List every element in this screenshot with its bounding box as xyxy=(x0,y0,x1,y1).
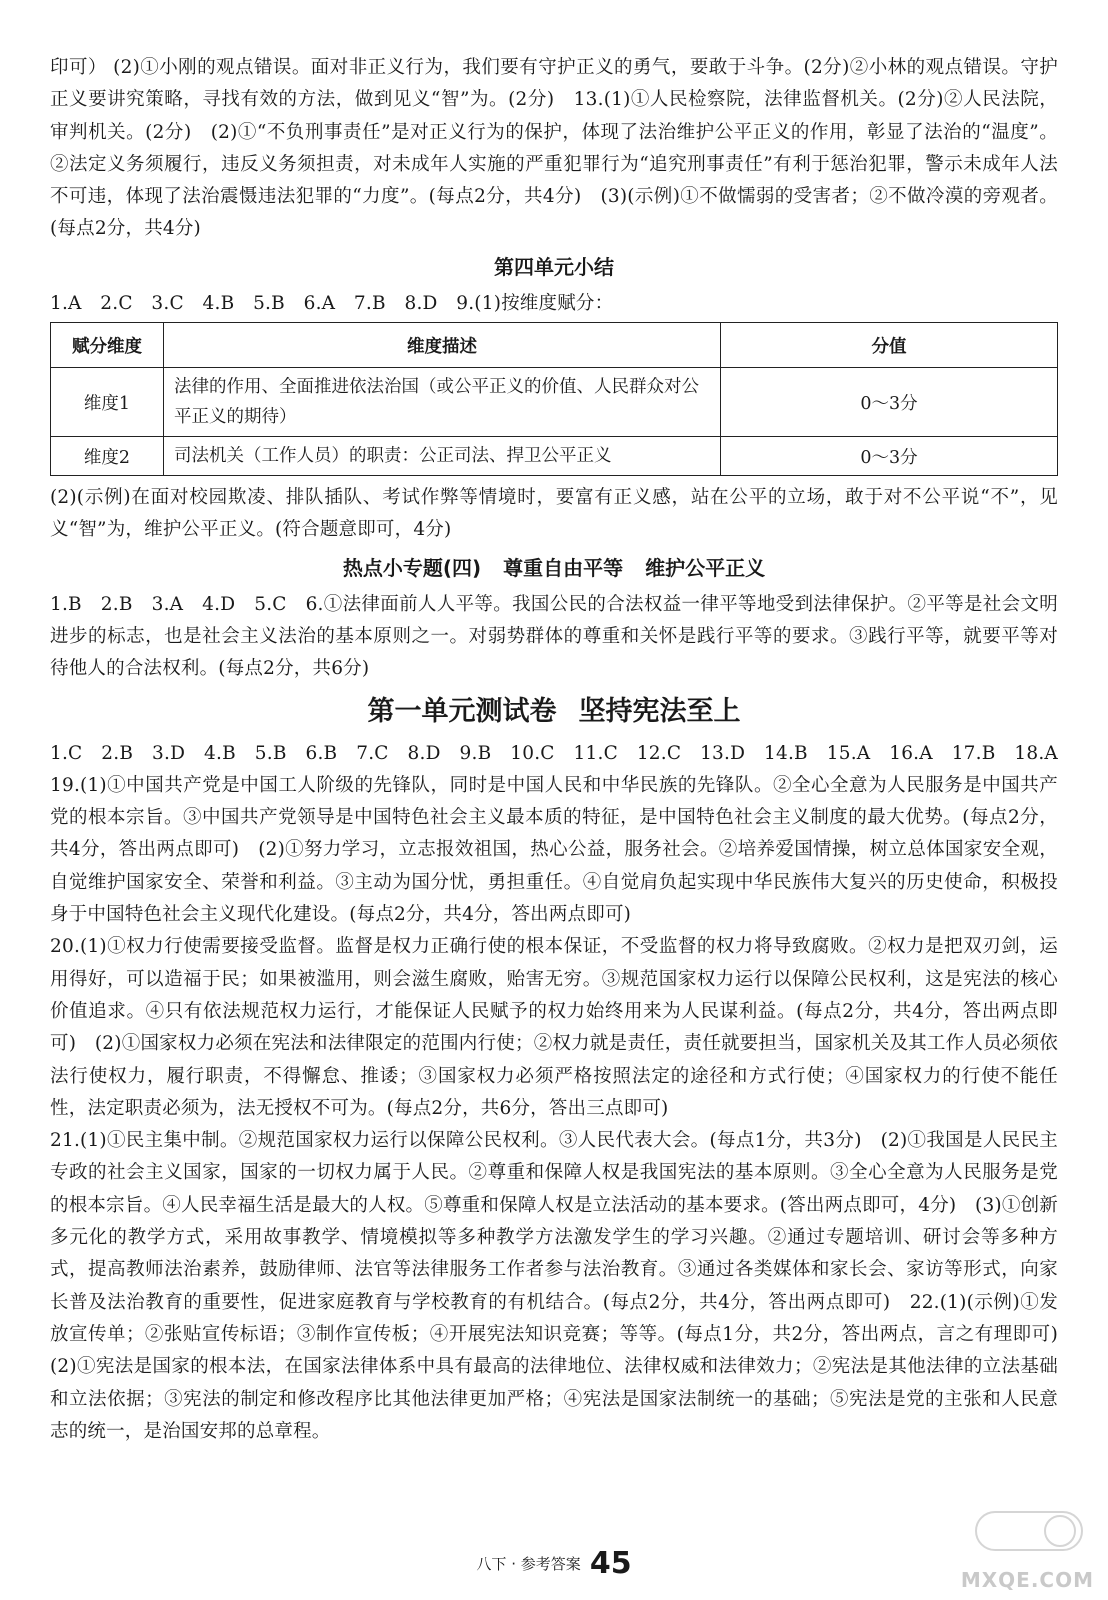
answer-page xyxy=(50,52,1077,1448)
table-header-dimension: 赋分维度 xyxy=(51,323,164,368)
paragraph-text: 1.B 2.B 3.A 4.D 5.C 6.①法律面前人人平等。我国公民的合法权益一律平等地受到法律保护。②平等是社会文明进步的标志，也是社会主义法治的基本原则之一。对弱势群体的尊重和关怀是践行平等的要求。③践行平等，就要平等对待他人的合法权利。(每点2分，共6分) xyxy=(50,593,1058,680)
paragraph-hot-topic-answers xyxy=(50,589,1058,686)
paragraph-test-q20 xyxy=(50,931,1058,1125)
paragraph-test-q1-19 xyxy=(50,738,1077,932)
table-row xyxy=(51,368,1058,437)
paragraph-text: 21.(1)①民主集中制。②规范国家权力运行以保障公民权利。③人民代表大会。(每点1分，共3分) (2)①我国是人民民主专政的社会主义国家，国家的一切权力属于人民。②尊重和保障人权是我国宪法的基本原则。③全心全意为人民服务是党的根本宗旨。④人民幸福生活是最大的人权。⑤尊重和保障人权是立法活动的基本要求。(答出两点即可，4分) (3)①创新多元化的教学方式，采用故事教学、情境模拟等多种教学方法激发学生的学习兴趣。②通过专题培训、研讨会等多种方式，提高教师法治素养，鼓励律师、法官等法律服务工作者参与法治教育。③通过各类媒体和家长会、家访等形式，向家长普及法治教育的重要性，促进家庭教育与学校教育的有机结合。(每点2分，共4分，答出两点即可) 22.(1)(示例)①发放宣传单；②张贴宣传标语；③制作宣传板；④开展宪法知识竞赛；等等。(每点1分，共2分，答出两点，言之有理即可) (2)①宪法是国家的根本法，在国家法律体系中具有最高的法律地位、法律权威和法律效力；②宪法是其他法律的立法基础和立法依据；③宪法的制定和修改程序比其他法律更加严格；④宪法是国家法制统一的基础；⑤宪法是党的主张和人民意志的统一，是治国安邦的总章程。 xyxy=(50,1130,1077,1442)
table-cell-dimension: 维度2 xyxy=(51,437,164,476)
section-heading-hot-topic xyxy=(50,553,1058,583)
heading-part: 坚持宪法至上 xyxy=(578,695,741,727)
paragraph-text: 1.A 2.C 3.C 4.B 5.B 6.A 7.B 8.D 9.(1)按维度赋分： xyxy=(50,292,614,314)
table-header-description: 维度描述 xyxy=(164,323,721,368)
section-heading-unit1-test xyxy=(50,694,1058,730)
heading-part: 维护公平正义 xyxy=(645,555,766,580)
paragraph-text: (2)(示例)在面对校园欺凌、排队插队、考试作弊等情境时，要富有正义感，站在公平的立场，敢于对不公平说“不”，见义“智”为，维护公平正义。(符合题意即可，4分) xyxy=(50,487,1058,541)
watermark-text: MXQE.COM xyxy=(960,1568,1094,1592)
heading-part: 尊重自由平等 xyxy=(503,555,624,580)
footer-label: 八下 · 参考答案 xyxy=(476,1555,581,1573)
paragraph-text: 20.(1)①权力行使需要接受监督。监督是权力正确行使的根本保证，不受监督的权力将导致腐败。②权力是把双刃剑，运用得好，可以造福于民；如果被滥用，则会滋生腐败，贻害无穷。③规范国家权力运行以保障公民权利，这是宪法的核心价值追求。④只有依法规范权力运行，才能保证人民赋予的权力始终用来为人民谋利益。(每点2分，共4分，答出两点即可) (2)①国家权力必须在宪法和法律限定的范围内行使；②权力就是责任，责任就要担当，国家机关及其工作人员必须依法行使权力，履行职责，不得懈怠、推诿；③国家权力必须严格按照法定的途径和方式行使；④国家权力的行使不能任性，法定职责必须为，法无授权不可为。(每点2分，共6分，答出三点即可) xyxy=(50,936,1058,1119)
table-row xyxy=(51,437,1058,476)
scoring-table xyxy=(50,322,1058,476)
table-cell-description: 法律的作用、全面推进依法治国（或公平正义的价值、人民群众对公平正义的期待） xyxy=(164,368,721,437)
page-footer xyxy=(0,1546,1108,1581)
table-header-row xyxy=(51,323,1058,368)
page-number: 45 xyxy=(589,1546,632,1581)
paragraph-unit4-choices xyxy=(50,288,1058,320)
paragraph-test-q21-22 xyxy=(50,1125,1077,1448)
paragraph-text: 1.C 2.B 3.D 4.B 5.B 6.B 7.C 8.D 9.B 10.C 11.C 12.C 13.D 14.B 15.A 16.A 17.B 18.A 19.(1)①中国共产党是中国工人阶级的先锋队，同时是中国人民和中华民族的先锋队。②全心全意为人民服务是中国共产党的根本宗旨。③中国共产党领导是中国特色社会主义最本质的特征，是中国特色社会主义制度的最大优势。(每点2分，共4分，答出两点即可) (2)①努力学习，立志报效祖国，热心公益，服务社会。②培养爱国情操，树立总体国家安全观，自觉维护国家安全、荣誉和利益。③主动为国分忧，勇担重任。④自觉肩负起实现中华民族伟大复兴的历史使命，积极投身于中国特色社会主义现代化建设。(每点2分，共4分，答出两点即可) xyxy=(50,742,1077,926)
table-header-score: 分值 xyxy=(721,323,1058,368)
table-cell-score: 0～3分 xyxy=(721,368,1058,437)
table-cell-dimension: 维度1 xyxy=(51,368,164,437)
paragraph-unit4-q9-2 xyxy=(50,482,1058,547)
paragraph-unit3-answers xyxy=(50,52,1058,246)
section-heading-unit4-summary: 第四单元小结 xyxy=(494,254,614,279)
table-cell-description: 司法机关（工作人员）的职责：公正司法、捍卫公平正义 xyxy=(164,437,721,476)
watermark-logo xyxy=(954,1508,1094,1592)
watermark-badge-icon xyxy=(974,1508,1084,1554)
paragraph-text: 印可） (2)①小刚的观点错误。面对非正义行为，我们要有守护正义的勇气，要敢于斗争。(2分)②小林的观点错误。守护正义要讲究策略，寻找有效的方法，做到见义“智”为。(2分) 13.(1)①人民检察院，法律监督机关。(2分)②人民法院，审判机关。(2分) (2)①“不负刑事责任”是对正义行为的保护，体现了法治维护公平正义的作用，彰显了法治的“温度”。②法定义务须履行，违反义务须担责，对未成年人实施的严重犯罪行为“追究刑事责任”有利于惩治犯罪，警示未成年人法不可违，体现了法治震慑违法犯罪的“力度”。(每点2分，共4分) (3)(示例)①不做懦弱的受害者；②不做冷漠的旁观者。(每点2分，共4分) xyxy=(50,57,1058,240)
heading-part: 第一单元测试卷 xyxy=(367,695,557,727)
table-cell-score: 0～3分 xyxy=(721,437,1058,476)
heading-part: 热点小专题(四) xyxy=(342,555,482,580)
